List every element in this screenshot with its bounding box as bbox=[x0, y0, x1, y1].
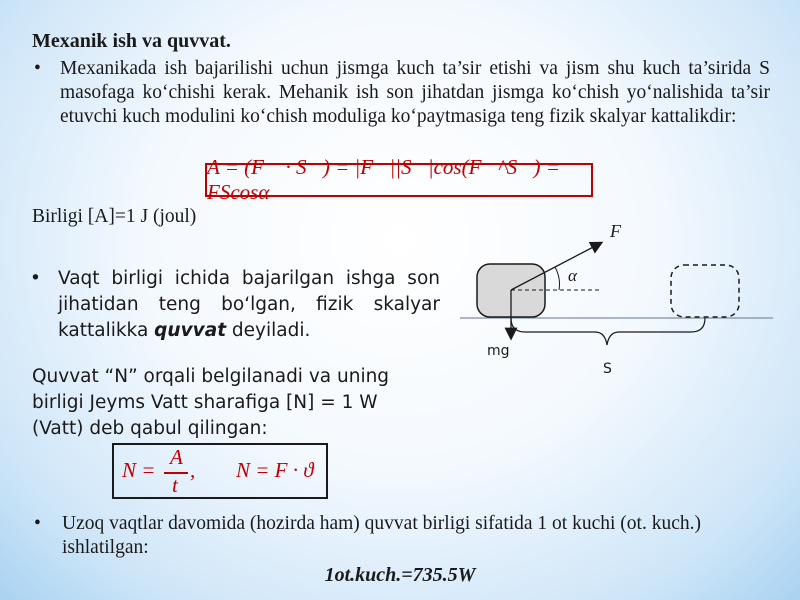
paragraph-power-definition bbox=[30, 266, 440, 344]
paragraph-mechanical-work bbox=[34, 57, 770, 129]
fraction-denominator: t bbox=[172, 473, 178, 497]
distance-brace bbox=[511, 318, 705, 345]
work-diagram bbox=[455, 215, 785, 385]
paragraph-text: Uzoq vaqtlar davomida (hozirda ham) quvvat birligi sifatida 1 ot kuchi (ot. kuch.) ishlatilgan: bbox=[62, 513, 701, 558]
power-term: quvvat bbox=[154, 320, 227, 341]
paragraph-text-end: deyiladi. bbox=[226, 320, 311, 341]
body-end bbox=[671, 265, 739, 317]
unit-text: Birligi [A]=1 J (joul) bbox=[32, 206, 197, 227]
work-formula: A = (F⃗ · S⃗) = |F⃗||S⃗|cos(F⃗^S⃗) = FScosα bbox=[205, 163, 593, 197]
paragraph-text: Vaqt birligi ichida bajarilgan ishga son jihatidan teng bo‘lgan, fizik skalyar kattalikka bbox=[58, 268, 440, 341]
power-formula-box bbox=[112, 443, 328, 499]
bullet: • bbox=[30, 268, 41, 289]
force-label: F⃗ bbox=[610, 221, 635, 241]
horsepower-equation: 1ot.kuch.=735.5W bbox=[324, 564, 476, 586]
angle-arc bbox=[555, 267, 560, 290]
distance-label: S bbox=[603, 361, 612, 377]
bullet: • bbox=[34, 58, 41, 79]
power-formula-lhs: N = bbox=[122, 458, 156, 482]
angle-label: α bbox=[568, 266, 577, 285]
paragraph-power-unit: Quvvat “N” orqali belgilanadi va uning birligi Jeyms Vatt sharafiga [N] = 1 W (Vatt) deb qabul qilingan: bbox=[32, 366, 390, 439]
fraction-numerator: A bbox=[170, 445, 183, 469]
weight-label: mg bbox=[487, 343, 510, 359]
paragraph-text: Mexanikada ish bajarilishi uchun jismga kuch ta’sir etishi va jism shu kuch ta’sirida S masofaga ko‘chishi kerak. Mehanik ish son jihatdan jismga ko‘chish yo‘nalishida ta’sir etuvchi kuch modulini ko‘chish moduliga ko‘paytmasiga teng fizik skalyar kattalikdir: bbox=[60, 58, 770, 127]
formula-comma: , bbox=[190, 458, 196, 482]
bullet: • bbox=[34, 513, 41, 534]
paragraph-horsepower bbox=[34, 512, 774, 560]
power-formula-second: N = F · ϑ bbox=[236, 458, 314, 482]
page-title: Mexanik ish va quvvat. bbox=[32, 30, 231, 52]
